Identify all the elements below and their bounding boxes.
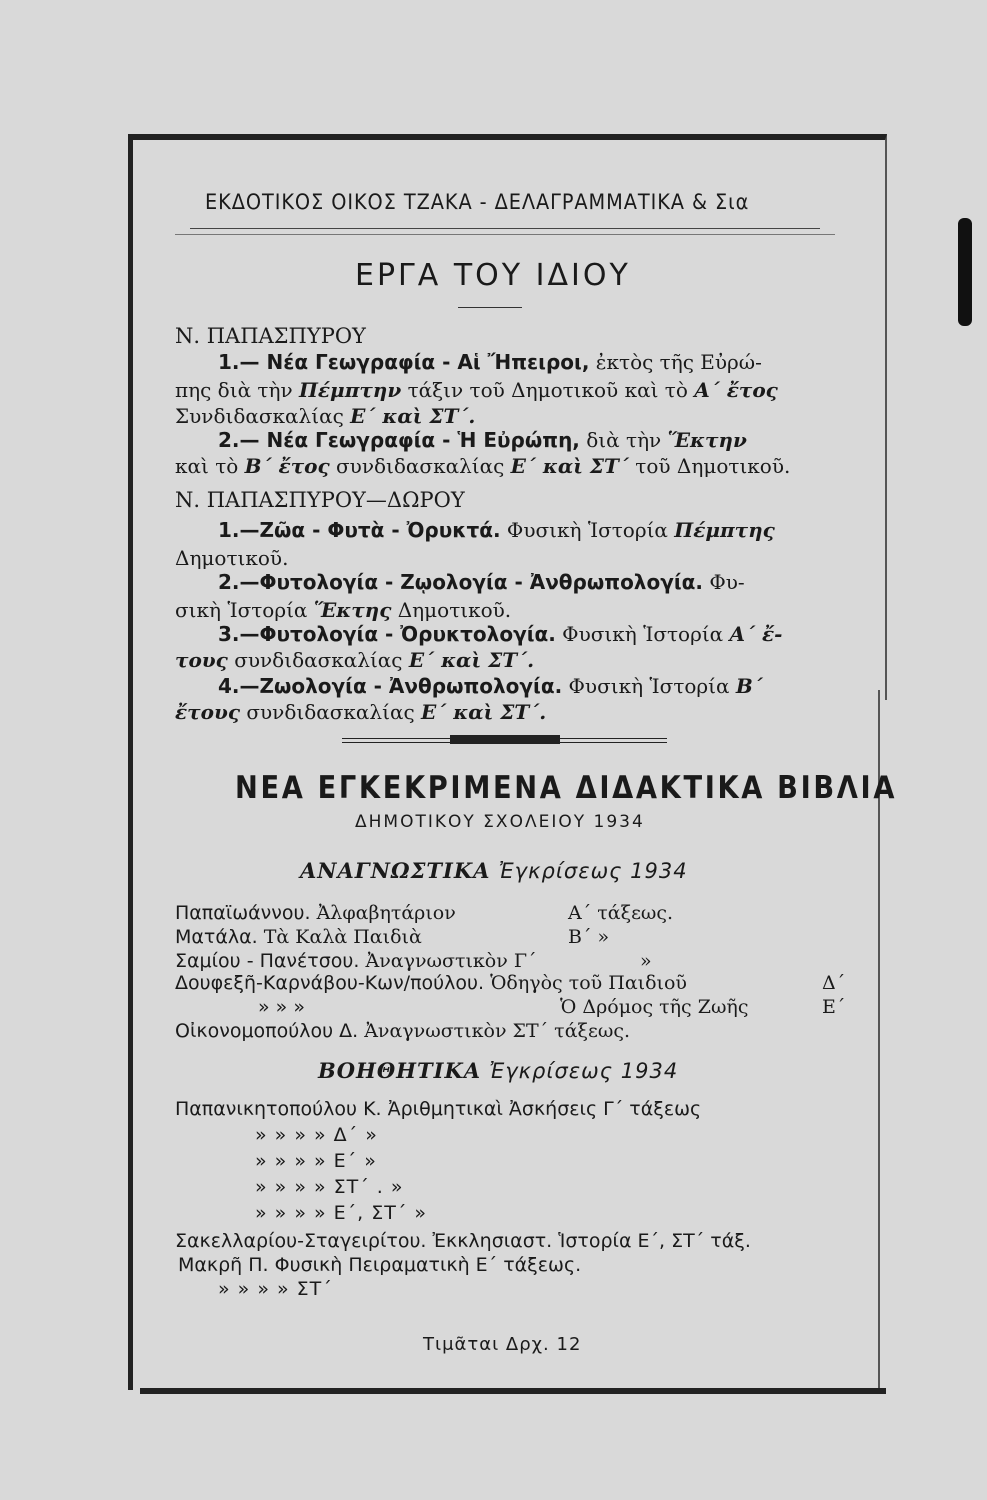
reader-grade: Α΄ τάξεως. (568, 902, 674, 924)
readers-heading-year: Ἐγκρίσεως 1934 (498, 859, 688, 883)
text-italic: Β΄ (735, 674, 763, 698)
border-frame-left (128, 690, 133, 1390)
reader-author: » » » (258, 996, 305, 1018)
text-segment: τάξιν τοῦ Δημοτικοῦ καὶ τὸ (401, 378, 695, 402)
aux-heading (318, 1058, 678, 1083)
reader-row (175, 950, 537, 972)
text-segment: συνδιδασκαλίας (329, 454, 511, 478)
text-segment: Φυ- (702, 570, 745, 594)
aux-heading-label: ΒΟΗΘΗΤΙΚΑ (318, 1058, 482, 1083)
work-item-1-line-1 (218, 350, 762, 374)
section-divider-ornament (450, 735, 560, 744)
text-segment: συνδιδασκαλίας (227, 648, 409, 672)
text-segment: συνδιδασκαλίας (240, 700, 422, 724)
reader-author: Οἰκονομοπούλου Δ. (175, 1020, 359, 1042)
price-label: Τιμᾶται Δρχ. 12 (423, 1334, 582, 1355)
text-italic: Ἕκτην (667, 428, 747, 452)
work-item-1-title: 1.— Νέα Γεωγραφία - Αἱ Ἤπειροι, (218, 350, 590, 374)
reader-row (175, 902, 456, 924)
aux-row: Παπανικητοπούλου Κ. Ἀριθμητικαὶ Ἀσκήσεις Γ΄ τάξεως (175, 1098, 702, 1120)
text-italic: Ε΄ καὶ ΣΤ΄. (350, 404, 476, 428)
text-italic: Β΄ ἔτος (244, 454, 330, 478)
work-item-5-title: 3.—Φυτολογία - Ὀρυκτολογία. (218, 622, 556, 646)
work-item-6-line-1 (218, 674, 763, 698)
text-segment: διὰ τὴν (579, 428, 668, 452)
work-item-1-text: ἐκτὸς τῆς Εὐρώ- (589, 350, 762, 374)
work-item-2-line-1 (218, 428, 747, 452)
reader-author: Ματάλα. (175, 926, 258, 948)
reader-grade: Ε΄ (822, 996, 846, 1018)
aux-row: » » » » Ε΄, ΣΤ΄ » (255, 1202, 428, 1224)
text-italic: Ε΄ καὶ ΣΤ΄. (421, 700, 547, 724)
text-segment: Δημοτικοῦ. (391, 598, 512, 622)
aux-row: Σακελλαρίου-Σταγειρίτου. Ἐκκλησιαστ. Ἱστορία Ε΄, ΣΤ΄ τάξ. (175, 1230, 751, 1252)
text-italic: Ε΄ καὶ ΣΤ΄. (408, 648, 535, 672)
work-item-1-line-2 (175, 378, 778, 402)
work-item-1-line-3 (175, 404, 475, 428)
reader-title: Ἀναγνωστικὸν Γ΄ (365, 950, 537, 972)
text-segment: Συνδιδασκαλίας (175, 404, 351, 428)
new-books-subtitle: ΔΗΜΟΤΙΚΟΥ ΣΧΟΛΕΙΟΥ 1934 (355, 812, 645, 832)
author-2: Ν. ΠΑΠΑΣΠΥΡΟΥ—ΔΩΡΟΥ (175, 488, 465, 512)
work-item-3-line-1 (218, 518, 775, 542)
text-italic: Α΄ ἔτος (694, 378, 778, 402)
binding-mark (958, 218, 972, 326)
reader-title: Ὁ Δρόμος τῆς Ζωῆς (560, 996, 749, 1018)
text-segment: Φυσικὴ Ἱστορία (555, 622, 730, 646)
border-frame-bottom (140, 1388, 886, 1394)
work-item-3-line-2: Δημοτικοῦ. (175, 546, 289, 570)
work-item-5-line-1 (218, 622, 783, 646)
text-segment: σικὴ Ἱστορία (175, 598, 314, 622)
header-rule (190, 228, 820, 229)
reader-title: Ἀναγνωστικὸν ΣΤ΄ τάξεως. (364, 1020, 631, 1042)
reader-title: Ἀλφαβητάριον (316, 902, 456, 924)
aux-heading-year: Ἐγκρίσεως 1934 (489, 1059, 679, 1083)
readers-heading (300, 858, 688, 883)
text-segment: Φυσικὴ Ἱστορία (562, 674, 736, 698)
text-segment: πης διὰ τὴν (175, 378, 299, 402)
reader-author: Σαμίου - Πανέτσου. (175, 950, 360, 972)
title-ornament (458, 307, 522, 308)
aux-row: » » » » Ε΄ » (255, 1150, 377, 1172)
reader-row (175, 972, 687, 994)
text-italic: Ε΄ καὶ ΣΤ΄ (510, 454, 629, 478)
text-segment: καὶ τὸ (175, 454, 245, 478)
text-segment: Φυσικὴ Ἱστορία (500, 518, 675, 542)
aux-row: Μακρῆ Π. Φυσικὴ Πειραματικὴ Ε΄ τάξεως. (178, 1254, 582, 1276)
work-item-3-title: 1.—Ζῶα - Φυτὰ - Ὀρυκτά. (218, 518, 501, 542)
work-item-4-title: 2.—Φυτολογία - Ζῳολογία - Ἀνθρωπολογία. (218, 570, 703, 594)
reader-grade: » (640, 950, 652, 972)
work-item-6-line-2 (175, 700, 546, 724)
work-item-4-line-1 (218, 570, 745, 594)
aux-row: » » » » ΣΤ΄ (218, 1278, 333, 1300)
work-item-6-title: 4.—Ζωολογία - Ἀνθρωπολογία. (218, 674, 563, 698)
text-italic: ἔτους (175, 700, 241, 724)
work-item-2-title: 2.— Νέα Γεωγραφία - Ἡ Εὐρώπη, (218, 428, 580, 452)
reader-title: Τὰ Καλὰ Παιδιὰ (263, 926, 422, 948)
new-books-title: ΝΕΑ ΕΓΚΕΚΡΙΜΕΝΑ ΔΙΔΑΚΤΙΚΑ ΒΙΒΛΙΑ (235, 770, 898, 806)
header-rule-secondary (175, 234, 835, 235)
aux-row: » » » » ΣΤ΄ . » (255, 1176, 404, 1198)
work-item-2-line-2 (175, 454, 790, 478)
reader-row (175, 926, 422, 948)
reader-grade: Β΄ » (568, 926, 610, 948)
reader-title: Ὁδηγὸς τοῦ Παιδιοῦ (490, 972, 687, 994)
aux-row: » » » » Δ΄ » (255, 1124, 378, 1146)
reader-grade: Δ΄ (822, 972, 846, 994)
work-item-5-line-2 (175, 648, 534, 672)
work-item-4-line-2 (175, 598, 511, 622)
text-italic: Α΄ ἔ- (729, 622, 783, 646)
text-italic: τους (175, 648, 228, 672)
reader-row (175, 1020, 630, 1042)
reader-author: Δουφεξῆ-Καρνάβου-Κων/πούλου. (175, 972, 485, 994)
readers-heading-label: ΑΝΑΓΝΩΣΤΙΚΑ (300, 858, 491, 883)
publisher-header: ΕΚΔΟΤΙΚΟΣ ΟΙΚΟΣ ΤΖΑΚΑ - ΔΕΛΑΓΡΑΜΜΑΤΙΚΑ & Σια (205, 190, 750, 214)
author-1: Ν. ΠΑΠΑΣΠΥΡΟΥ (175, 324, 366, 348)
reader-row (258, 996, 305, 1018)
works-title: ΕΡΓΑ ΤΟΥ ΙΔΙΟΥ (355, 258, 631, 293)
reader-author: Παπαϊωάννου. (175, 902, 311, 924)
text-italic: Ἕκτης (313, 598, 392, 622)
text-italic: Πέμπτην (299, 378, 402, 402)
text-segment: τοῦ Δημοτικοῦ. (628, 454, 791, 478)
text-italic: Πέμπτης (674, 518, 775, 542)
